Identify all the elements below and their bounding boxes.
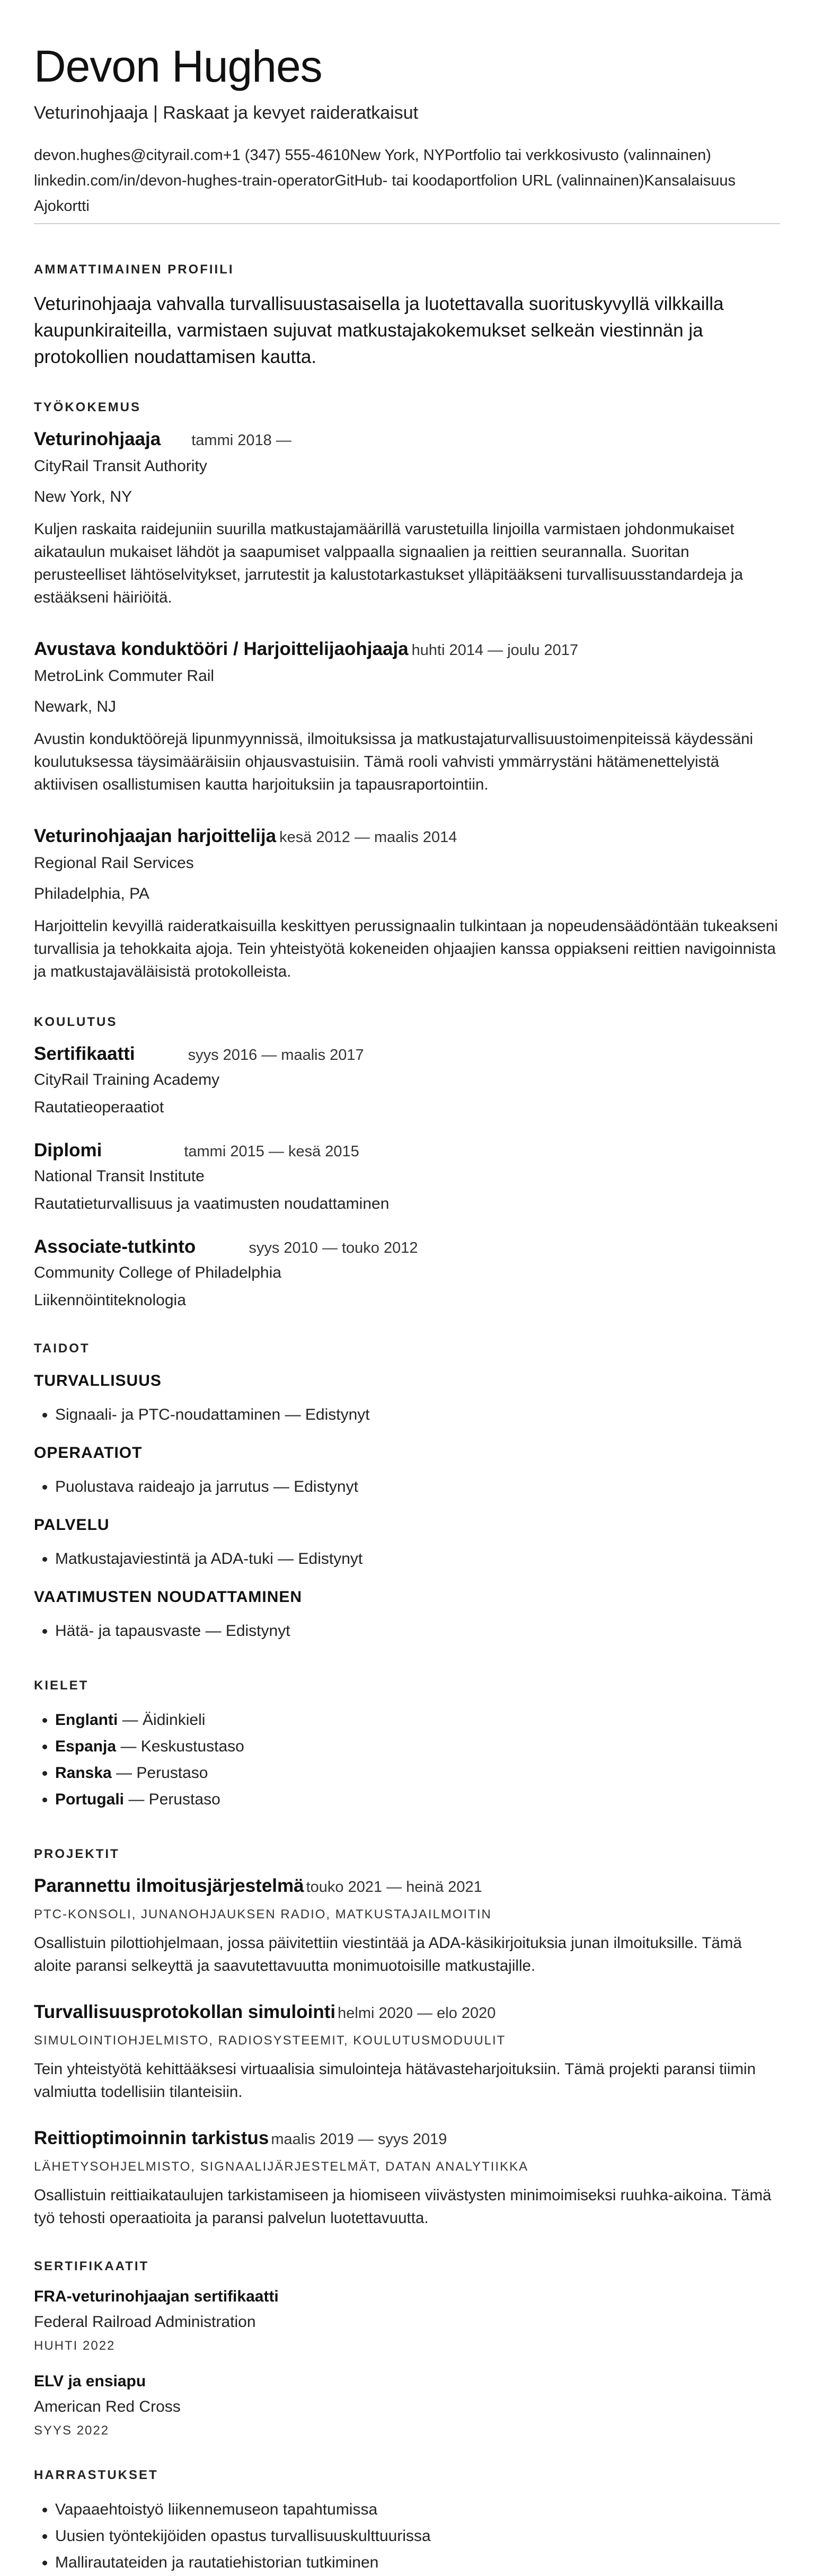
job-description: Avustin konduktöörejä lipunmyynnissä, ilmoituksissa ja matkustajaturvallisuustoimenpiteissä käydessäni koulutuksessa täysimääräisiin ohjausvastuisiin. Tämä rooli vahvisti ymmärrystäni hätämenettelyistä aktiivisen osallistumisen kautta harjoituksiin ja tapausraportointiin.	[34, 730, 754, 793]
language-level: — Äidinkieli	[118, 1711, 206, 1729]
project-description: Tein yhteistyötä kehittääksesi virtuaalisia simulointeja hätävasteharjoituksiin. Tämä projekti paransi tiimin valmiutta todellisiin tilanteisiin.	[34, 2060, 756, 2101]
skill-category: VAATIMUSTEN NOUDATTAMINEN	[34, 1588, 303, 1606]
job-entry	[34, 826, 780, 983]
project-entry	[34, 2002, 780, 2103]
language-name: Portugali	[55, 1791, 125, 1808]
headline: Veturinohjaaja | Raskaat ja kevyet raideratkaisut	[34, 103, 419, 123]
project-dates: touko 2021 — heinä 2021	[306, 1879, 482, 1896]
project-title: Turvallisuusprotokollan simulointi	[34, 2002, 336, 2022]
language-item	[55, 1786, 780, 1813]
education-entry	[34, 1140, 780, 1213]
project-entry	[34, 2128, 780, 2229]
project-title: Reittioptimoinnin tarkistus	[34, 2128, 269, 2148]
certification-entry	[34, 2288, 780, 2353]
contact-line-1: devon.hughes@cityrail.com+1 (347) 555-4610New York, NYPortfolio tai verkkosivusto (valinnainen)	[34, 147, 711, 164]
language-item	[55, 1760, 780, 1786]
certification-issuer: American Red Cross	[34, 2398, 181, 2415]
job-title: Veturinohjaajan harjoittelija	[34, 826, 277, 846]
certification-issuer: Federal Railroad Administration	[34, 2313, 256, 2331]
skills-section	[34, 1341, 780, 1644]
project-dates: helmi 2020 — elo 2020	[338, 2005, 496, 2022]
education-entry	[34, 1236, 780, 1309]
education-dates: syys 2016 — maalis 2017	[188, 1047, 364, 1064]
language-name: Ranska	[55, 1764, 112, 1782]
language-item	[55, 1707, 780, 1733]
language-name: Espanja	[55, 1738, 117, 1755]
language-level: — Perustaso	[124, 1791, 220, 1808]
project-description: Osallistuin reittiaikataulujen tarkistamiseen ja hiomiseen viivästysten minimoimiseksi ruuhka-aikoina. Tämä työ tehosti operaatioita ja paransi palvelun luotettavuutta.	[34, 2186, 772, 2227]
job-title: Avustava konduktööri / Harjoittelijaohjaaja	[34, 639, 409, 659]
skill-list	[34, 1546, 780, 1572]
hobbies-section	[34, 2468, 780, 2576]
section-title-education: KOULUTUS	[34, 1015, 118, 1029]
field-of-study: Liikennöintiteknologia	[34, 1291, 186, 1309]
hobby-item: • Vapaaehtoistyö liikennemuseon tapahtumissa	[55, 2497, 780, 2523]
job-organization: Regional Rail Services	[34, 854, 194, 872]
certification-name: ELV ja ensiapu	[34, 2373, 146, 2390]
project-technologies: PTC-KONSOLI, JUNANOHJAUKSEN RADIO, MATKUSTAJAILMOITIN	[34, 1907, 492, 1922]
degree: Diplomi	[34, 1140, 102, 1161]
certification-entry	[34, 2373, 780, 2438]
job-location: Newark, NJ	[34, 698, 117, 715]
education-dates: tammi 2015 — kesä 2015	[184, 1143, 359, 1160]
certification-date: SYYS 2022	[34, 2423, 110, 2438]
hobby-item: • Mallirautateiden ja rautatiehistorian tutkiminen	[55, 2550, 780, 2576]
field-of-study: Rautatieturvallisuus ja vaatimusten noudattaminen	[34, 1195, 390, 1212]
skill-item: • Hätä- ja tapausvaste — Edistynyt	[55, 1618, 780, 1644]
job-entry	[34, 429, 780, 609]
job-description: Harjoittelin kevyillä raideratkaisuilla keskittyen perussignaalin tulkintaan ja nopeudensäädöntään tukeakseni turvallisia ja tehokkaita ajoja. Tein yhteistyötä kokeneiden ohjaajien kanssa oppiakseni reittien navigoinnista ja matkustajaväläisistä protokolleista.	[34, 917, 778, 980]
degree: Sertifikaatti	[34, 1043, 135, 1064]
school: CityRail Training Academy	[34, 1071, 220, 1088]
education-dates: syys 2010 — touko 2012	[249, 1240, 418, 1256]
projects-section	[34, 1847, 780, 2229]
education-section	[34, 1015, 780, 1309]
resume-header	[34, 0, 780, 224]
job-dates: kesä 2012 — maalis 2014	[279, 829, 457, 846]
language-list	[34, 1707, 780, 1813]
section-title-profile: AMMATTIMAINEN PROFIILI	[34, 262, 234, 277]
section-title-languages: KIELET	[34, 1678, 89, 1693]
section-title-experience: TYÖKOKEMUS	[34, 400, 141, 414]
project-dates: maalis 2019 — syys 2019	[271, 2131, 447, 2148]
certifications-section	[34, 2259, 780, 2438]
skill-category: TURVALLISUUS	[34, 1372, 162, 1389]
skill-list	[34, 1618, 780, 1644]
project-technologies: LÄHETYSOHJELMISTO, SIGNAALIJÄRJESTELMÄT, DATAN ANALYTIIKKA	[34, 2159, 529, 2174]
language-item	[55, 1733, 780, 1760]
job-title: Veturinohjaaja	[34, 429, 161, 449]
job-dates: tammi 2018 —	[191, 432, 291, 449]
skill-item: • Signaali- ja PTC-noudattaminen — Edistynyt	[55, 1402, 780, 1428]
section-title-projects: PROJEKTIT	[34, 1847, 120, 1861]
job-entry	[34, 639, 780, 796]
school: Community College of Philadelphia	[34, 1264, 281, 1281]
job-location: Philadelphia, PA	[34, 885, 149, 902]
profile-section	[34, 224, 780, 370]
language-level: — Keskustustaso	[116, 1738, 244, 1755]
contact-line-2: linkedin.com/in/devon-hughes-train-operatorGitHub- tai koodaportfolion URL (valinnainen)Kansalaisuus	[34, 172, 736, 189]
skill-category: OPERAATIOT	[34, 1444, 143, 1462]
language-name: Englanti	[55, 1711, 118, 1729]
profile-summary: Veturinohjaaja vahvalla turvallisuustasaisella ja luotettavalla suorituskyvyllä vilkkailla kaupunkiraiteilla, varmistaen sujuvat matkustajakokemukset selkeän viestinnän ja protokollien noudattamisen kautta.	[34, 294, 724, 367]
person-name: Devon Hughes	[34, 41, 322, 91]
experience-section	[34, 400, 780, 983]
school: National Transit Institute	[34, 1167, 205, 1185]
job-location: New York, NY	[34, 488, 132, 506]
language-level: — Perustaso	[111, 1764, 208, 1782]
job-organization: MetroLink Commuter Rail	[34, 667, 215, 685]
project-title: Parannettu ilmoitusjärjestelmä	[34, 1875, 304, 1896]
hobby-list	[34, 2497, 780, 2576]
hobby-item: • Uusien työntekijöiden opastus turvallisuuskulttuurissa	[55, 2523, 780, 2550]
skill-item: • Matkustajaviestintä ja ADA-tuki — Edistynyt	[55, 1546, 780, 1572]
job-organization: CityRail Transit Authority	[34, 457, 207, 475]
languages-section	[34, 1678, 780, 1813]
job-dates: huhti 2014 — joulu 2017	[411, 642, 579, 659]
skill-item: • Puolustava raideajo ja jarrutus — Edistynyt	[55, 1474, 780, 1500]
field-of-study: Rautatieoperaatiot	[34, 1099, 164, 1116]
skill-list	[34, 1402, 780, 1428]
project-technologies: SIMULOINTIOHJELMISTO, RADIOSYSTEEMIT, KOULUTUSMODUULIT	[34, 2033, 506, 2048]
section-title-hobbies: HARRASTUKSET	[34, 2468, 158, 2482]
contact-line-3: Ajokortti	[34, 198, 90, 215]
degree: Associate-tutkinto	[34, 1236, 196, 1257]
project-entry	[34, 1875, 780, 1977]
section-title-skills: TAIDOT	[34, 1341, 90, 1356]
certification-name: FRA-veturinohjaajan sertifikaatti	[34, 2288, 279, 2305]
certification-date: HUHTI 2022	[34, 2339, 116, 2353]
job-description: Kuljen raskaita raidejuniin suurilla matkustajamäärillä varustetuilla linjoilla varmistaen johdonmukaiset aikataulun mukaiset lähdöt ja saapumiset valppaalla signaalien ja reittien seurannalla. Suoritan perusteelliset lähtöselvitykset, jarrutestit ja kalustotarkastukset ylläpitääkseni turvallisuusstandardeja ja estääkseni häiriöitä.	[34, 520, 743, 606]
education-entry	[34, 1043, 780, 1117]
skill-category: PALVELU	[34, 1516, 110, 1534]
project-description: Osallistuin pilottiohjelmaan, jossa päivitettiin viestintää ja ADA-käsikirjoituksia junan ilmoituksille. Tämä aloite paransi selkeyttä ja saavutettavuutta monimuotoisille matkustajille.	[34, 1934, 742, 1975]
section-title-certifications: SERTIFIKAATIT	[34, 2259, 149, 2273]
skill-list	[34, 1474, 780, 1500]
